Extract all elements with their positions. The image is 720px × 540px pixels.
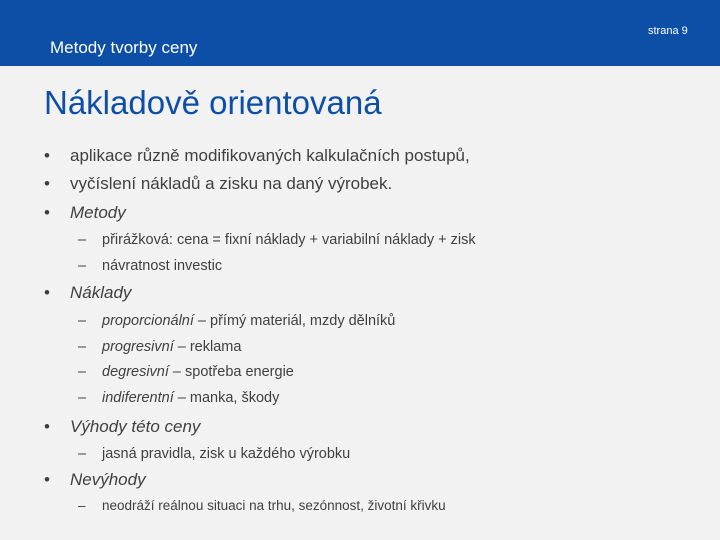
cost-type-description: – reklama (173, 339, 242, 355)
bullet-marker: • (44, 174, 50, 193)
dash-marker: – (78, 232, 87, 248)
bullet-text: Nevýhody (70, 470, 146, 489)
dash-marker: – (78, 364, 87, 380)
cost-type-term: proporcionální (102, 313, 194, 329)
cost-type-term: progresivní (102, 339, 174, 355)
sub-item (78, 232, 476, 248)
page-number: strana 9 (648, 25, 688, 37)
sub-item-text: neodráží reálnou situaci na trhu, sezónnost, životní křivku (102, 498, 446, 513)
bullet-item (44, 283, 131, 303)
sub-item (78, 446, 350, 462)
bullet-text: Náklady (70, 283, 132, 302)
bullet-marker: • (44, 203, 50, 222)
bullet-item (44, 417, 200, 437)
sub-item (78, 339, 241, 355)
slide-title: Nákladově orientovaná (44, 84, 382, 121)
bullet-text: Výhody této ceny (70, 417, 201, 436)
header-bar (0, 0, 720, 66)
sub-item (78, 390, 279, 406)
dash-marker: – (78, 446, 87, 462)
sub-item (78, 258, 222, 274)
cost-type-description: – manka, škody (173, 390, 280, 406)
bullet-text: vyčíslení nákladů a zisku na daný výrobek. (70, 174, 393, 193)
sub-item-text: návratnost investic (102, 258, 223, 274)
dash-marker: – (78, 258, 87, 274)
section-title: Metody tvorby ceny (50, 38, 198, 57)
cost-type-description: – spotřeba energie (168, 364, 294, 380)
bullet-item (44, 203, 126, 223)
dash-marker: – (78, 498, 86, 513)
sub-item (78, 364, 294, 380)
bullet-marker: • (44, 146, 50, 165)
bullet-text: aplikace různě modifikovaných kalkulačních postupů, (70, 146, 470, 165)
dash-marker: – (78, 339, 87, 355)
cost-type-term: indiferentní (102, 390, 174, 406)
sub-item (78, 313, 395, 329)
dash-marker: – (78, 313, 87, 329)
bullet-item (44, 146, 470, 166)
cost-type-description: – přímý materiál, mzdy dělníků (193, 313, 396, 329)
cost-type-term: degresivní (102, 364, 169, 380)
bullet-marker: • (44, 283, 50, 302)
sub-item-text: jasná pravidla, zisk u každého výrobku (102, 446, 351, 462)
bullet-text: Metody (70, 203, 126, 222)
sub-item (78, 498, 446, 513)
sub-item-text: přirážková: cena = fixní náklady + variabilní náklady + zisk (102, 232, 476, 248)
bullet-item (44, 470, 146, 490)
dash-marker: – (78, 390, 87, 406)
bullet-item (44, 174, 392, 194)
bullet-marker: • (44, 470, 50, 489)
bullet-marker: • (44, 417, 50, 436)
